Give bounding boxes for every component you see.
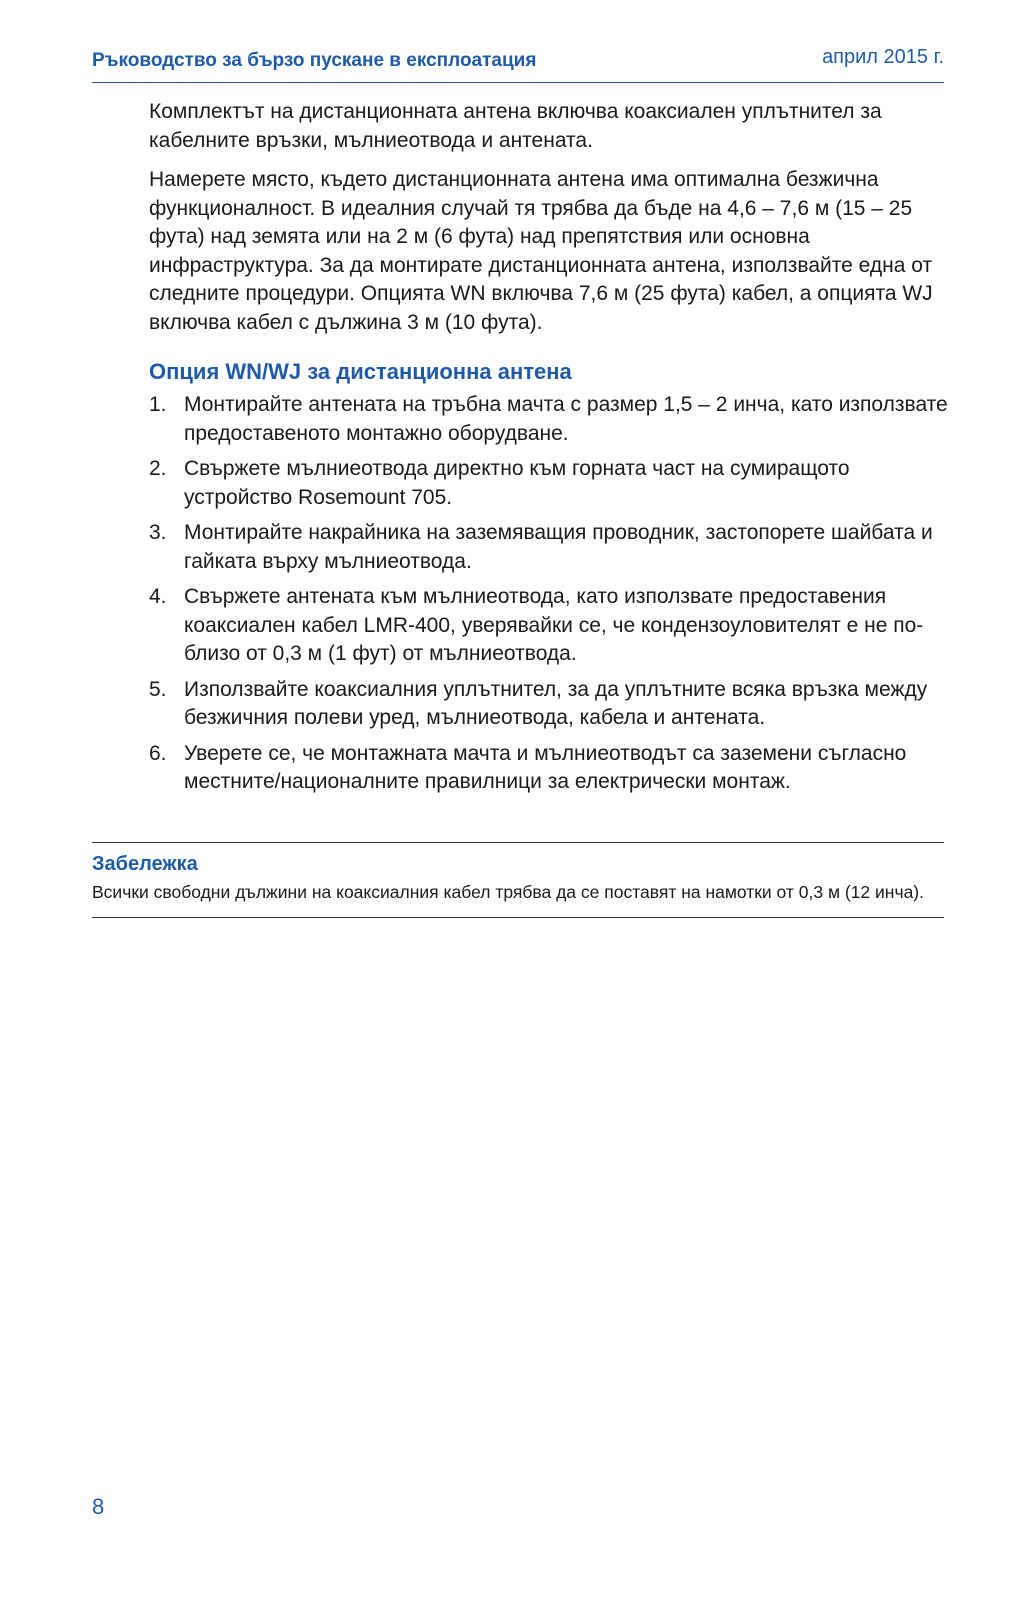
step-text: Свържете мълниеотвода директно към горната част на сумиращото устройство Rosemount 705. bbox=[184, 457, 850, 509]
steps-list bbox=[149, 391, 949, 797]
step-text: Монтирайте антената на тръбна мачта с размер 1,5 – 2 инча, като използвате предоставеното монтажно оборудване. bbox=[184, 393, 948, 445]
intro-paragraph-1: Комплектът на дистанционната антена включва коаксиален уплътнител за кабелните връзки, мълниеотвода и антената. bbox=[149, 100, 882, 152]
list-item bbox=[149, 391, 949, 448]
section-heading: Опция WN/WJ за дистанционна антена bbox=[149, 359, 572, 384]
step-text: Свържете антената към мълниеотвода, като използвате предоставения коаксиален кабел LMR-400, уверявайки се, че кондензоуловителят е не по-близо от 0,3 м (1 фут) от мълниеотвода. bbox=[184, 585, 924, 665]
step-text: Монтирайте накрайника на заземяващия проводник, застопорете шайбата и гайката върху мълниеотвода. bbox=[184, 521, 933, 573]
list-item bbox=[149, 583, 949, 669]
list-item bbox=[149, 740, 949, 797]
note-box bbox=[92, 842, 944, 918]
list-item bbox=[149, 676, 949, 733]
intro-paragraph-2: Намерете място, където дистанционната антена има оптимална безжична функционалност. В идеалния случай тя трябва да бъде на 4,6 – 7,6 м (15 – 25 фута) над земята или на 2 м (6 фута) над препятствия или основна инфраструктура. За да монтирате дистанционната антена, използвайте една от следните процедури. Опцията WN включва 7,6 м (25 фута) кабел, а опцията WJ включва кабел с дължина 3 м (10 фута). bbox=[149, 168, 933, 334]
list-item bbox=[149, 519, 949, 576]
list-item bbox=[149, 455, 949, 512]
step-text: Уверете се, че монтажната мачта и мълниеотводът са заземени съгласно местните/националните правилници за електрически монтаж. bbox=[184, 741, 907, 793]
document-date: април 2015 г. bbox=[822, 46, 944, 68]
step-number: 3. bbox=[149, 521, 167, 544]
main-content bbox=[149, 98, 949, 804]
note-text: Всички свободни дължини на коаксиалния кабел трябва да се поставят на намотки от 0,3 м (12 инча). bbox=[92, 882, 924, 902]
note-heading: Забележка bbox=[92, 853, 198, 875]
step-number: 5. bbox=[149, 677, 167, 701]
page-header bbox=[92, 42, 944, 83]
step-text: Използвайте коаксиалния уплътнител, за да уплътните всяка връзка между безжичния полеви уред, мълниеотвода, кабела и антената. bbox=[184, 677, 928, 729]
step-number: 4. bbox=[149, 585, 167, 608]
page-number: 8 bbox=[92, 1494, 105, 1519]
step-number: 6. bbox=[149, 741, 167, 765]
step-number: 2. bbox=[149, 457, 167, 480]
document-title: Ръководство за бързо пускане в експлоатация bbox=[92, 50, 537, 71]
step-number: 1. bbox=[149, 393, 167, 416]
